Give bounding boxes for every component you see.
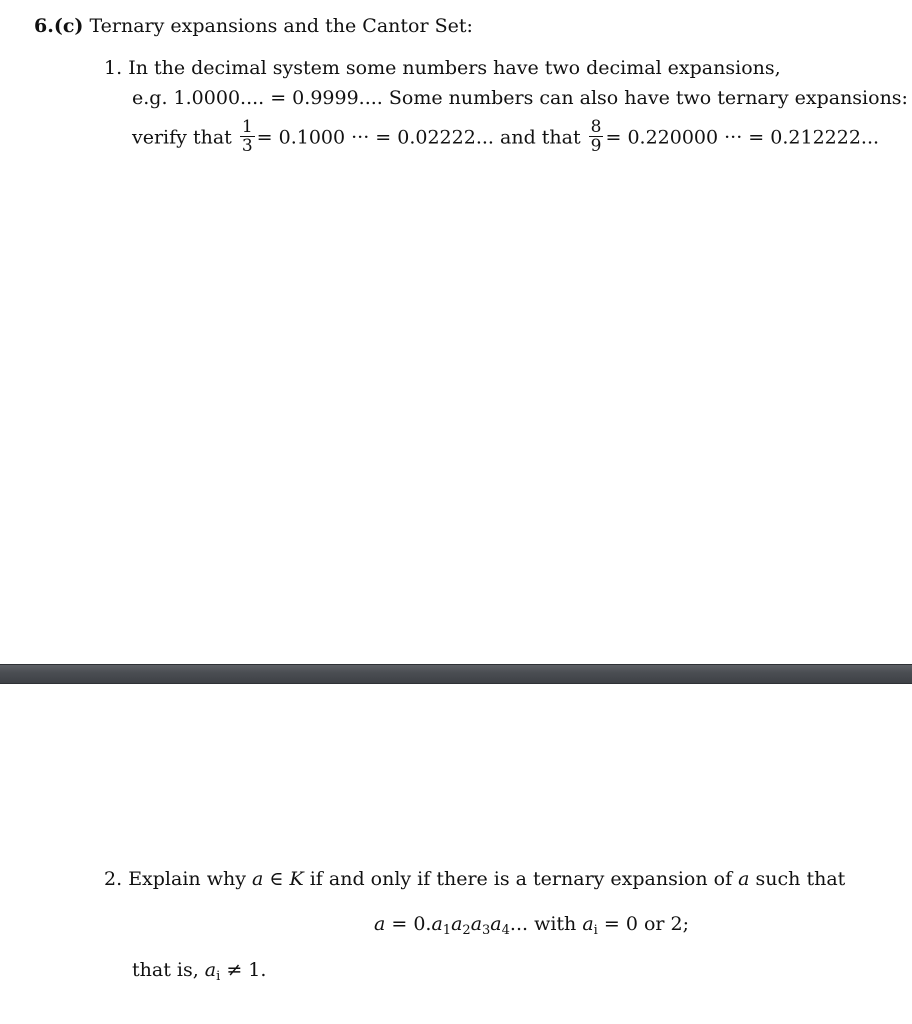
display-equation <box>374 913 690 938</box>
frac2-numerator: 8 <box>590 117 602 137</box>
expr-one-third: = 0.1000 ··· = 0.02222... <box>256 126 494 149</box>
element-of-symbol: ∈ <box>269 868 284 890</box>
that-is-label: that is, <box>132 959 199 981</box>
expr-eight-ninths: = 0.220000 ··· = 0.212222... <box>605 126 880 149</box>
digit-a4-sub: 4 <box>501 923 510 938</box>
digit-a3: a <box>470 913 483 935</box>
item1-line2 <box>132 87 908 109</box>
section-heading <box>34 15 473 37</box>
item2-line1 <box>104 868 845 890</box>
digit-a1: a <box>431 913 443 935</box>
thatis-ai-sub: i <box>216 969 221 984</box>
item2-text-a: Explain why <box>128 868 246 890</box>
item2-number: 2. <box>104 868 123 890</box>
digit-a1-sub: 1 <box>442 923 452 938</box>
digit-a4: a <box>490 913 502 935</box>
item1-number: 1. <box>104 57 123 79</box>
fraction-one-third <box>240 118 255 155</box>
eq-dots: ... <box>509 913 529 935</box>
section-number: 6.(c) <box>34 15 84 37</box>
digit-a2-sub: 2 <box>462 923 471 938</box>
var-K: K <box>289 868 304 890</box>
and-that-label: and that <box>500 126 581 149</box>
eq-ai-sub: i <box>593 923 598 938</box>
digit-a2: a <box>451 913 463 935</box>
eg-label: e.g. <box>132 87 168 109</box>
eq-ai: a <box>582 913 594 935</box>
item1-line3 <box>132 117 880 157</box>
verify-label: verify that <box>132 126 232 149</box>
thatis-ai: a <box>204 959 217 981</box>
frac1-numerator: 1 <box>241 117 253 137</box>
item1-line1 <box>104 57 781 79</box>
digit-a3-sub: 3 <box>482 923 491 938</box>
item2-text-b: if and only if there is a ternary expansion of <box>309 868 733 890</box>
item1-text-line1: In the decimal system some numbers have two decimal expansions, <box>128 57 781 79</box>
section-title: Ternary expansions and the Cantor Set: <box>89 15 473 37</box>
var-a: a <box>251 868 264 890</box>
eq-var-a: a <box>374 913 386 935</box>
item2-text-c: such that <box>755 868 846 890</box>
eq-with: with <box>534 913 577 935</box>
that-is-line <box>132 959 267 984</box>
eq-rest: = 0 or 2; <box>603 913 690 935</box>
eq-equals: = 0. <box>391 913 432 935</box>
decimal-example: 1.0000.... = 0.9999.... <box>173 87 383 109</box>
page-divider <box>0 664 912 684</box>
var-a-second: a <box>738 868 750 890</box>
fraction-eight-ninths <box>589 118 604 155</box>
frac2-denominator: 9 <box>590 136 602 156</box>
thatis-rest: ≠ 1. <box>226 959 267 981</box>
item1-text-line2: Some numbers can also have two ternary expansions: <box>388 87 908 109</box>
frac1-denominator: 3 <box>241 136 253 156</box>
